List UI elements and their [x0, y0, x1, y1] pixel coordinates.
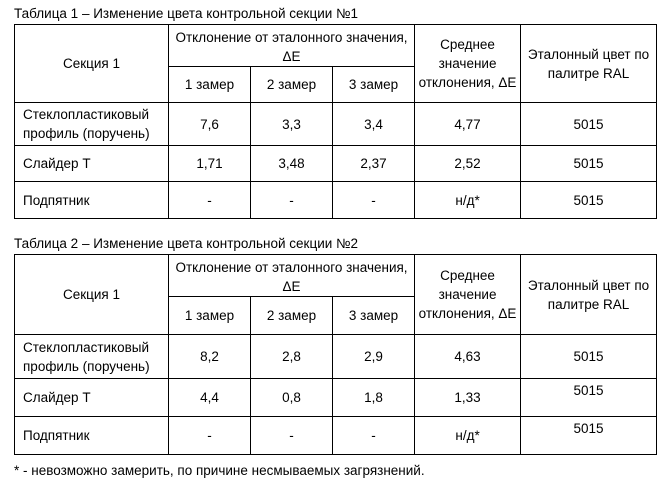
cell-ral: 5015	[521, 182, 657, 219]
cell-measure-2: 3,3	[251, 103, 333, 146]
table-row	[15, 103, 657, 146]
header-deviation: Отклонение от эталонного значения, ΔE	[169, 255, 415, 297]
cell-ral: 5015	[521, 103, 657, 146]
header-average: Среднее значение отклонения, ΔE	[415, 25, 521, 103]
footnote: * - невозможно замерить, по причине несмываемых загрязнений.	[14, 463, 425, 478]
table-2	[14, 254, 657, 455]
cell-measure-1: 1,71	[169, 146, 251, 182]
cell-measure-1: -	[169, 182, 251, 219]
cell-measure-2: -	[251, 417, 333, 455]
header-measure-3: 3 замер	[333, 67, 415, 103]
header-ral: Эталонный цвет по палитре RAL	[521, 25, 657, 103]
cell-measure-2: 0,8	[251, 379, 333, 417]
header-measure-2: 2 замер	[251, 67, 333, 103]
cell-average: н/д*	[415, 417, 521, 455]
header-measure-1: 1 замер	[169, 297, 251, 335]
table-row	[15, 146, 657, 182]
row-name: Подпятник	[15, 417, 169, 455]
table-1-caption: Таблица 1 – Изменение цвета контрольной секции №1	[14, 6, 359, 21]
row-name: Подпятник	[15, 182, 169, 219]
header-average: Среднее значение отклонения, ΔE	[415, 255, 521, 335]
cell-ral: 5015	[521, 146, 657, 182]
cell-measure-3: -	[333, 417, 415, 455]
cell-ral: 5015	[521, 335, 657, 379]
header-section: Секция 1	[15, 255, 169, 335]
cell-measure-3: 1,8	[333, 379, 415, 417]
header-measure-2: 2 замер	[251, 297, 333, 335]
cell-measure-3: 3,4	[333, 103, 415, 146]
table-2-caption: Таблица 2 – Изменение цвета контрольной секции №2	[14, 236, 359, 251]
cell-measure-3: -	[333, 182, 415, 219]
cell-measure-1: 7,6	[169, 103, 251, 146]
header-measure-3: 3 замер	[333, 297, 415, 335]
cell-measure-2: 3,48	[251, 146, 333, 182]
cell-ral: 5015	[521, 417, 657, 455]
cell-average: 4,63	[415, 335, 521, 379]
cell-measure-1: 4,4	[169, 379, 251, 417]
table-row	[15, 182, 657, 219]
table-row	[15, 379, 657, 417]
cell-average: 2,52	[415, 146, 521, 182]
header-section: Секция 1	[15, 25, 169, 103]
table-row	[15, 335, 657, 379]
header-deviation: Отклонение от эталонного значения, ΔE	[169, 25, 415, 67]
header-measure-1: 1 замер	[169, 67, 251, 103]
header-ral: Эталонный цвет по палитре RAL	[521, 255, 657, 335]
cell-measure-1: 8,2	[169, 335, 251, 379]
cell-measure-1: -	[169, 417, 251, 455]
cell-average: 1,33	[415, 379, 521, 417]
cell-measure-2: -	[251, 182, 333, 219]
cell-average: н/д*	[415, 182, 521, 219]
row-name: Стеклопластиковый профиль (поручень)	[15, 103, 169, 146]
cell-average: 4,77	[415, 103, 521, 146]
row-name: Слайдер Т	[15, 146, 169, 182]
table-row	[15, 417, 657, 455]
cell-measure-3: 2,37	[333, 146, 415, 182]
cell-measure-3: 2,9	[333, 335, 415, 379]
row-name: Слайдер Т	[15, 379, 169, 417]
table-1	[14, 24, 657, 219]
cell-measure-2: 2,8	[251, 335, 333, 379]
row-name: Стеклопластиковый профиль (поручень)	[15, 335, 169, 379]
cell-ral: 5015	[521, 379, 657, 417]
